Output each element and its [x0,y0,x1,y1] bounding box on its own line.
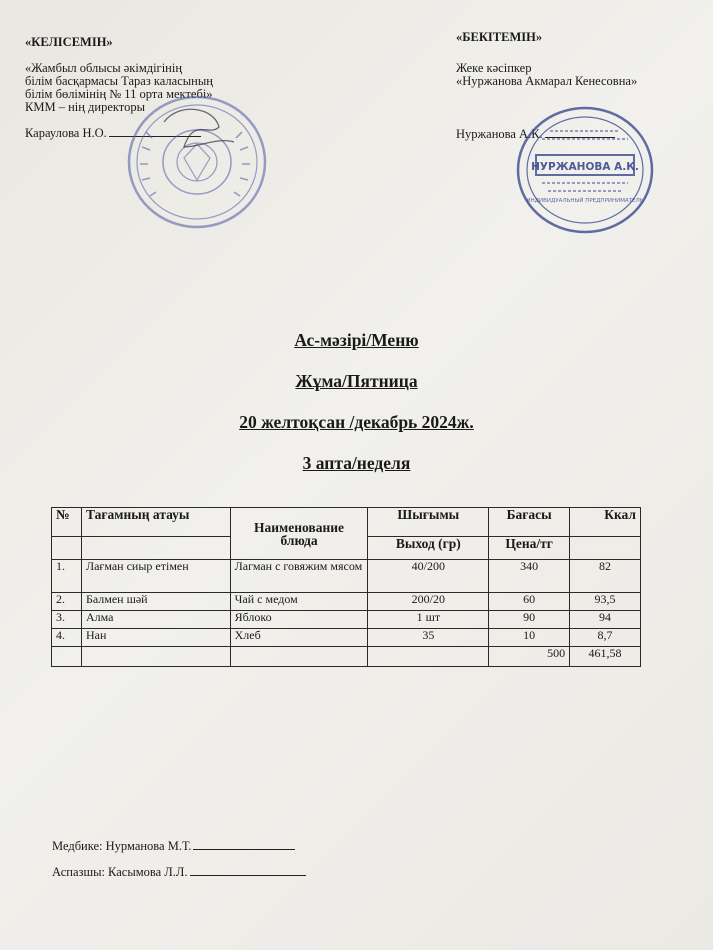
row-num: 3. [52,611,82,629]
cook-signature-line [190,875,306,876]
table-header-row [52,508,641,537]
left-header-line4: КММ – нің директоры [25,100,145,114]
row-name-ru: Хлеб [230,629,368,647]
row-name-kz: Балмен шәй [81,593,230,611]
header-yield-kz: Шығымы [368,508,489,537]
menu-table [51,507,641,667]
subheader-empty-2 [81,537,230,560]
row-kcal: 8,7 [570,629,641,647]
table-row [52,611,641,629]
total-empty-4 [368,647,489,667]
row-name-ru: Лагман с говяжим мясом [230,560,368,593]
stamp-right-sub: ИНДИВИДУАЛЬНЫЙ ПРЕДПРИНИМАТЕЛЬ [526,198,644,204]
header-name-kz: Тағамның атауы [81,508,230,537]
row-kcal: 93,5 [570,593,641,611]
table-row [52,593,641,611]
medic-signature-line [193,849,295,850]
row-yield: 200/20 [368,593,489,611]
header-price-ru: Цена/тг [489,537,570,560]
cook-name: Аспазшы: Касымова Л.Л. [52,865,188,879]
left-header-title: «КЕЛІСЕМІН» [25,35,113,49]
right-header-line1: Жеке кәсіпкер [456,61,532,75]
medic-name: Медбике: Нурманова М.Т. [52,839,192,853]
total-empty-1 [52,647,82,667]
left-header-line1: «Жамбыл облысы әкімдігінің [25,61,183,75]
header-yield-ru: Выход (гр) [368,537,489,560]
row-price: 60 [489,593,570,611]
round-seal-left [124,92,270,232]
row-name-kz: Нан [81,629,230,647]
week-title: 3 апта/неделя [302,453,411,473]
total-empty-2 [81,647,230,667]
medic-signature-row [52,839,295,854]
left-signer-name: Караулова Н.О. [25,126,107,140]
header-num: № [52,508,82,537]
row-num: 1. [52,560,82,593]
header-price-kz: Бағасы [489,508,570,537]
left-header-line3: білім бөлімінің № 11 орта мектебі» [25,87,213,101]
round-seal-right [512,103,658,237]
right-header-title: «БЕКІТЕМІН» [456,30,543,44]
row-price: 10 [489,629,570,647]
row-yield: 35 [368,629,489,647]
menu-title: Ас-мәзірі/Меню [294,330,419,350]
table-total-row [52,647,641,667]
cook-signature-row [52,865,306,880]
row-num: 4. [52,629,82,647]
subheader-empty-3 [570,537,641,560]
right-header-line2: «Нуржанова Акмарал Кенесовна» [456,74,638,88]
row-kcal: 82 [570,560,641,593]
left-header-line2: білім басқармасы Тараз каласының [25,74,213,88]
subheader-empty-1 [52,537,82,560]
table-row [52,629,641,647]
total-price: 500 [489,647,570,667]
total-kcal: 461,58 [570,647,641,667]
stamp-right-name: НУРЖАНОВА А.К. [531,161,639,173]
row-name-ru: Яблоко [230,611,368,629]
row-name-kz: Лағман сиыр етімен [81,560,230,593]
table-row [52,560,641,593]
row-yield: 1 шт [368,611,489,629]
row-kcal: 94 [570,611,641,629]
header-kcal: Ккал [570,508,641,537]
day-title: Жұма/Пятница [295,371,418,391]
right-signer-name: Нуржанова А.К. [456,127,543,141]
row-num: 2. [52,593,82,611]
row-name-kz: Алма [81,611,230,629]
row-price: 340 [489,560,570,593]
header-name-ru: Наименование блюда [230,508,368,560]
row-price: 90 [489,611,570,629]
total-empty-3 [230,647,368,667]
row-yield: 40/200 [368,560,489,593]
date-title: 20 желтоқсан /декабрь 2024ж. [239,412,474,432]
row-name-ru: Чай с медом [230,593,368,611]
